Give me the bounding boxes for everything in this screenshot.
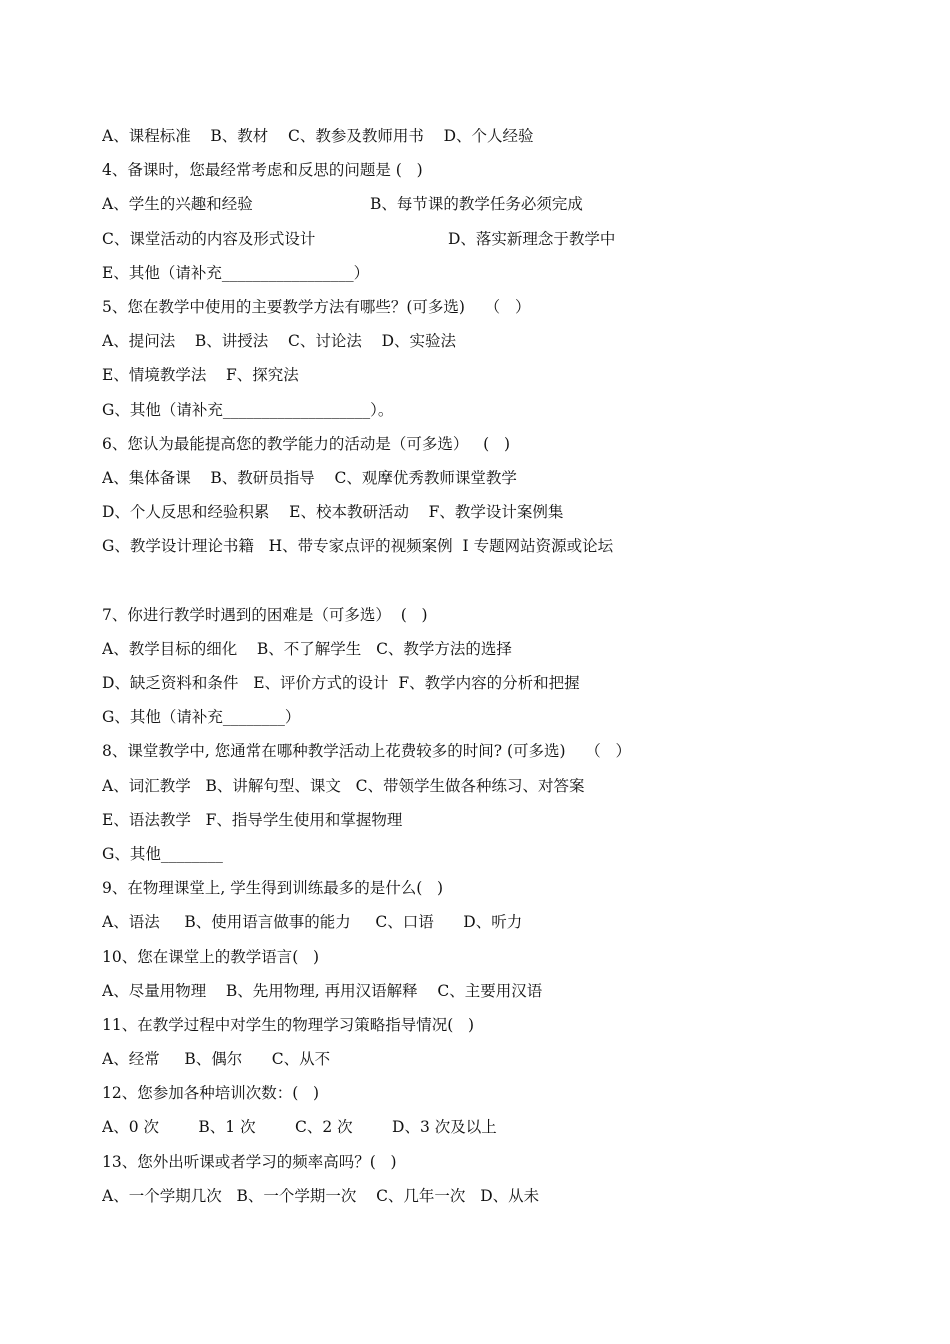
question-text: 5、您在教学中使用的主要教学方法有哪些？(可多选) （ ） [102,297,531,316]
question-6-options-ac [102,466,882,500]
option-c: C、课堂活动的内容及形式设计 [102,229,316,248]
question-13-options [102,1184,882,1218]
line-text: G、其他（请补充___________________）。 [102,400,394,419]
option-a: A、学生的兴趣和经验 [102,195,253,214]
line-text: A、集体备课 B、教研员指导 C、观摩优秀教师课堂教学 [102,468,517,487]
question-9 [102,876,882,910]
question-11 [102,1013,882,1047]
option-e: E、其他（请补充_________________） [102,263,370,282]
questionnaire-body [102,124,882,1218]
line-text: D、个人反思和经验积累 E、校本教研活动 F、教学设计案例集 [102,503,564,522]
question-11-options [102,1047,882,1081]
question-5-options-ef [102,363,882,397]
question-4-options-ab [102,192,882,226]
question-12 [102,1081,882,1115]
line-text: E、语法教学 F、指导学生使用和掌握物理 [102,810,403,829]
question-4-options-cd [102,227,882,261]
option-b: B、每节课的教学任务必须完成 [370,195,583,214]
question-4-option-e [102,261,882,295]
line-text: D、缺乏资料和条件 E、评价方式的设计 F、教学内容的分析和把握 [102,674,580,692]
question-7-options-ac [102,637,882,671]
line-text: A、语法 B、使用语言做事的能力 C、口语 D、听力 [102,913,523,932]
line-text: A、0 次 B、1 次 C、2 次 D、3 次及以上 [102,1118,497,1137]
question-6-options-gi [102,534,882,568]
question-text: 7、你进行教学时遇到的困难是（可多选） ( ) [102,605,428,624]
question-12-options [102,1115,882,1149]
question-10-options [102,979,882,1013]
question-4 [102,158,882,192]
question-3-options [102,124,882,158]
question-text: 11、在教学过程中对学生的物理学习策略指导情况( ) [102,1015,475,1034]
line-text: A、一个学期几次 B、一个学期一次 C、几年一次 D、从未 [102,1186,540,1205]
blank-line [102,568,882,602]
question-13 [102,1150,882,1184]
question-text: 8、课堂教学中, 您通常在哪种教学活动上花费较多的时间? (可多选) （ ） [102,742,632,761]
question-8-options-ac [102,774,882,808]
question-8-options-ef [102,808,882,842]
option-d: D、落实新理念于教学中 [448,229,616,248]
question-5-options-ad [102,329,882,363]
question-8-option-g [102,842,882,876]
question-6-options-df [102,500,882,534]
question-text: 10、您在课堂上的教学语言( ) [102,947,320,966]
line-text: A、课程标准 B、教材 C、教参及教师用书 D、个人经验 [102,127,534,145]
line-text: G、教学设计理论书籍 H、带专家点评的视频案例 I 专题网站资源或论坛 [102,537,614,556]
question-5-option-g [102,398,882,432]
question-6 [102,432,882,466]
question-9-options [102,910,882,944]
question-text: 4、备课时，您最经常考虑和反思的问题是 ( ) [102,161,423,180]
line-text: A、提问法 B、讲授法 C、讨论法 D、实验法 [102,332,456,351]
line-text: G、其他________ [102,844,223,863]
question-7-options-df [102,671,882,705]
line-text: A、词汇教学 B、讲解句型、课文 C、带领学生做各种练习、对答案 [102,776,585,795]
question-text: 12、您参加各种培训次数：( ) [102,1084,320,1103]
question-text: 9、在物理课堂上, 学生得到训练最多的是什么( ) [102,879,444,898]
question-10 [102,945,882,979]
question-5 [102,295,882,329]
question-7 [102,603,882,637]
line-text: E、情境教学法 F、探究法 [102,366,299,385]
line-text: G、其他（请补充________） [102,708,301,727]
line-text: A、教学目标的细化 B、不了解学生 C、教学方法的选择 [102,639,512,658]
line-text: A、尽量用物理 B、先用物理, 再用汉语解释 C、主要用汉语 [102,981,543,1000]
question-text: 6、您认为最能提高您的教学能力的活动是（可多选） ( ) [102,434,511,453]
question-text: 13、您外出听课或者学习的频率高吗？( ) [102,1152,397,1171]
line-text: A、经常 B、偶尔 C、从不 [102,1050,331,1069]
question-8 [102,739,882,773]
question-7-option-g [102,705,882,739]
